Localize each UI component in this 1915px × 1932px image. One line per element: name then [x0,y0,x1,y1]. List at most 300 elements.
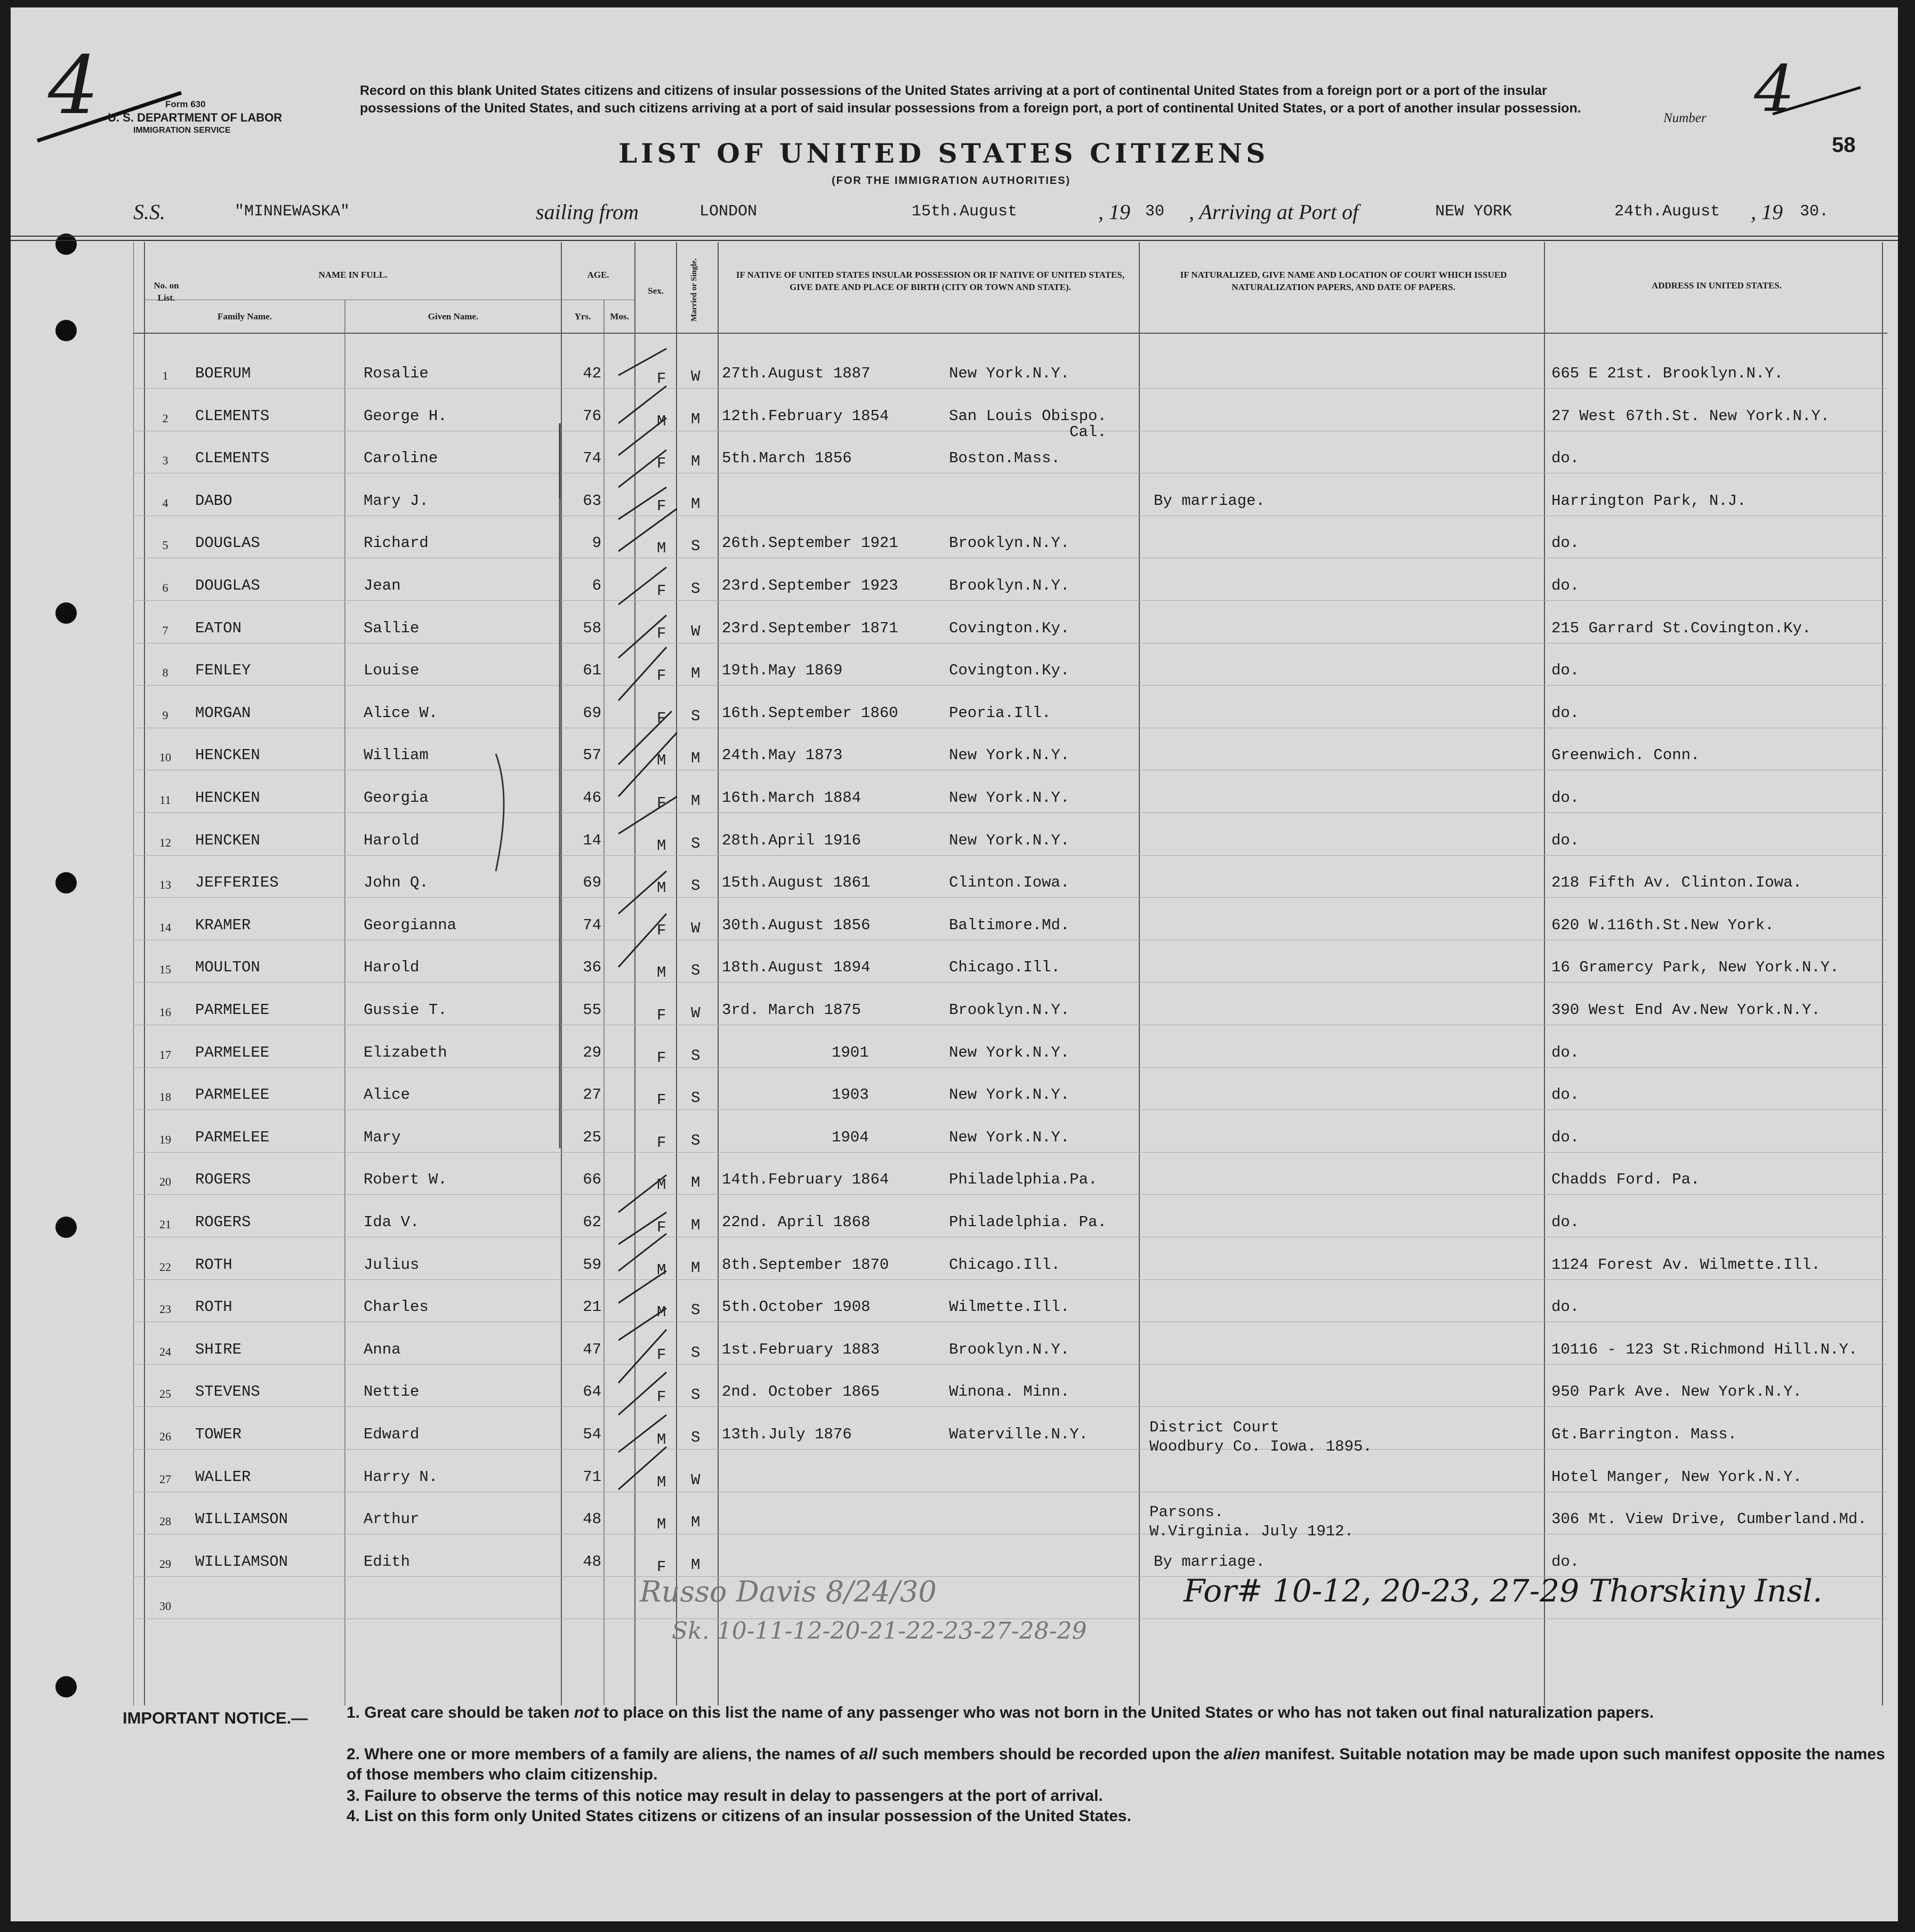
cell-no: 1 [162,369,168,382]
cell-ms: S [691,1131,701,1149]
cell-ms: S [691,1046,701,1065]
cell-age: 64 [583,1383,601,1401]
arriving-label: , Arriving at Port of [1189,200,1359,224]
naturalization-entry: W.Virginia. July 1912. [1149,1523,1354,1541]
cell-birth-date: 15th.August 1861 [722,874,871,892]
cell-no: 14 [159,920,171,934]
cell-ms: W [691,919,701,937]
row-divider [133,1194,1887,1195]
cell-given: Alice W. [364,704,438,722]
row-divider [133,1279,1887,1280]
arrival-year-prefix: , 19 [1751,200,1783,224]
row-divider [133,982,1887,983]
cell-ms: M [691,1259,701,1277]
cell-ms: M [691,495,701,513]
corner-number-mark: 4 [48,39,99,132]
cell-address: Hotel Manger, New York.N.Y. [1551,1468,1802,1486]
cell-birth-place: Brooklyn.N.Y. [949,1001,1070,1019]
row-divider [133,1449,1887,1450]
cell-no: 29 [159,1557,171,1571]
cell-no: 26 [159,1430,171,1443]
cell-address: do. [1551,449,1580,468]
cell-sex: F [657,1388,666,1406]
binder-hole [55,234,77,255]
cell-no: 13 [159,878,171,892]
notice-text: List on this form only United States citizens or citizens of an insular possession of the United States. [364,1807,1131,1825]
cell-sex: M [657,1516,666,1534]
column-divider [1544,242,1545,1705]
cell-ms: M [691,1174,701,1192]
cell-sex: F [657,1091,666,1109]
cell-age: 25 [583,1128,601,1146]
col-given-header: Given Name. [428,311,479,321]
cell-birth-place: Chicago.Ill. [949,1255,1060,1274]
cell-birth-date: 8th.September 1870 [722,1255,889,1274]
ss-label: S.S. [133,200,165,224]
cell-sex: F [657,582,666,600]
cell-age: 69 [583,874,601,892]
col-name-header: NAME IN FULL. [318,270,388,280]
list-number: 4 [1754,52,1795,126]
cell-family: EATON [195,619,242,637]
cell-birth-place: Brooklyn.N.Y. [949,534,1070,552]
cell-family: PARMELEE [195,1001,270,1019]
cell-no: 10 [159,751,171,764]
header-rule [11,240,1898,241]
cell-sex: F [657,1346,666,1364]
cell-family: HENCKEN [195,789,260,807]
notice-item-number: 4. [347,1807,360,1825]
cell-birth-date: 14th.February 1864 [722,1171,889,1189]
column-divider [1882,242,1883,1705]
naturalization-entry: Parsons. [1149,1503,1224,1522]
page-subtitle: (FOR THE IMMIGRATION AUTHORITIES) [832,175,1071,187]
arrival-port: NEW YORK [1435,203,1512,221]
cell-sex: F [657,667,666,685]
col-age-header: AGE. [587,270,609,280]
binder-hole [55,1217,77,1238]
row-divider [133,1364,1887,1365]
cell-given: Anna [364,1340,401,1358]
cell-birth-date: 23rd.September 1923 [722,577,898,594]
cell-age: 6 [592,577,601,594]
notice-item [347,1786,1893,1806]
cell-address: Chadds Ford. Pa. [1551,1171,1700,1189]
cell-no: 27 [159,1472,171,1486]
col-sex-header: Sex. [648,286,664,296]
cell-age: 74 [583,449,601,468]
cell-family: JEFFERIES [195,874,279,892]
column-divider [133,242,134,1705]
cell-no: 16 [159,1005,171,1019]
cell-age: 54 [583,1426,601,1443]
cell-no: 7 [162,623,168,637]
cell-family: TOWER [195,1426,242,1443]
cell-family: MORGAN [195,704,251,722]
cell-nat: By marriage. [1154,492,1265,510]
cell-birth-date: 5th.March 1856 [722,449,852,468]
cell-birth-place: Brooklyn.N.Y. [949,577,1070,594]
cell-no: 11 [159,793,171,807]
cell-birth-place: Waterville.N.Y. [949,1426,1089,1443]
notice-item-number: 2. [347,1745,360,1763]
cell-address: do. [1551,1298,1580,1316]
row-divider [133,897,1887,898]
cell-sex: F [657,370,666,388]
cell-given: Caroline [364,449,438,468]
notice-emphasis: not [574,1704,599,1721]
department-name: U. S. DEPARTMENT OF LABOR [108,111,283,124]
sailing-label: sailing from [536,200,639,224]
cell-age: 69 [583,704,601,722]
cell-age: 42 [583,365,601,382]
cell-age: 63 [583,492,601,510]
cell-birth-date: 22nd. April 1868 [722,1213,871,1231]
cell-birth-place: New York.N.Y. [949,365,1070,382]
cell-age: 36 [583,959,601,977]
col-mos-header: Mos. [610,311,629,321]
cell-address: 27 West 67th.St. New York.N.Y. [1551,407,1830,425]
notice-title: IMPORTANT NOTICE.— [123,1709,308,1727]
header-rule [11,236,1898,237]
cell-address: 390 West End Av.New York.N.Y. [1551,1001,1821,1019]
inspector-signature: Russo Davis 8/24/30 [640,1575,937,1608]
cell-age: 62 [583,1213,601,1231]
notice-emphasis: alien [1224,1745,1260,1763]
cell-given: Richard [364,534,429,552]
cell-family: ROGERS [195,1171,251,1189]
cell-ms: M [691,1514,701,1532]
cell-sex: M [657,1431,666,1448]
cell-given: Ida V. [364,1213,420,1231]
cell-ms: S [691,1386,701,1404]
bracket-marks-icon [464,413,570,1159]
cell-birth-date: 13th.July 1876 [722,1426,852,1443]
cell-sex: M [657,836,666,855]
column-divider [144,242,145,1705]
binder-hole [55,1676,77,1697]
cell-ms: W [691,622,701,640]
notice-text: such members should be recorded upon the [877,1745,1224,1763]
arrival-year: 30. [1800,203,1829,221]
cell-address: do. [1551,534,1580,552]
cell-given: Harry N. [364,1468,438,1486]
cell-ms: M [691,750,701,768]
cell-sex: F [657,1049,666,1067]
cell-age: 66 [583,1171,601,1189]
cell-ms: S [691,1301,701,1319]
row-divider [133,1152,1887,1153]
cell-address: do. [1551,662,1580,680]
cell-no: 19 [159,1132,171,1146]
cell-ms: W [691,1004,701,1022]
cell-ms: S [691,537,701,556]
cell-birth-date: 30th.August 1856 [722,916,871,934]
naturalization-entry: Woodbury Co. Iowa. 1895. [1149,1438,1372,1455]
cell-no: 15 [159,963,171,977]
column-divider [1139,242,1140,1705]
row-divider [133,855,1887,856]
cell-birth-date: 18th.August 1894 [722,959,871,977]
number-label: Number [1663,111,1707,125]
cell-ms: W [691,1471,701,1489]
cell-address: 620 W.116th.St.New York. [1551,916,1774,934]
cell-birth-date: 1903 [832,1086,869,1104]
passenger-table [133,242,1887,1705]
cell-age: 58 [583,619,601,637]
row-divider [133,812,1887,813]
cell-age: 61 [583,662,601,680]
cell-given: Jean [364,577,401,594]
cell-age: 59 [583,1255,601,1274]
cell-age: 74 [583,916,601,934]
cell-address: 16 Gramercy Park, New York.N.Y. [1551,959,1839,977]
cell-sex: F [657,1558,666,1576]
cell-ms: M [691,453,701,471]
cell-no: 23 [159,1302,171,1316]
cell-sex: M [657,752,666,770]
cell-ms: M [691,410,701,428]
cell-birth-place: New York.N.Y. [949,1086,1070,1104]
cell-sex: F [657,709,666,727]
cell-no: 5 [162,538,168,552]
cell-family: FENLEY [195,662,251,680]
cell-no: 28 [159,1515,171,1528]
cell-sex: M [657,1261,666,1279]
cell-no: 20 [159,1175,171,1189]
cell-sex: F [657,794,666,812]
cell-sex: F [657,1219,666,1236]
col-family-header: Family Name. [218,311,272,321]
departure-year: 30 [1145,203,1165,221]
cell-given: John Q. [364,874,429,892]
cell-given: Georgia [364,789,429,807]
cell-ms: S [691,707,701,725]
cell-age: 71 [583,1468,601,1486]
cell-given: Elizabeth [364,1043,447,1061]
manifest-page [11,7,1898,1921]
for-annotation: For# 10-12, 20-23, 27-29 Thorskiny Insl. [1184,1573,1823,1609]
row-divider [133,600,1887,601]
cell-given: William [364,746,429,764]
notice-text: Failure to observe the terms of this notice may result in delay to passengers at the port of arrival. [364,1787,1103,1805]
cell-family: WILLIAMSON [195,1552,288,1571]
cell-no: 24 [159,1345,171,1358]
cell-age: 21 [583,1298,601,1316]
cell-address: Gt.Barrington. Mass. [1551,1426,1737,1443]
cell-family: CLEMENTS [195,407,270,425]
header-divider [133,333,1887,334]
cell-birth-date: 12th.February 1854 [722,407,889,425]
cell-sex: F [657,624,666,642]
cell-given: Gussie T. [364,1001,447,1019]
cell-birth-date: 5th.October 1908 [722,1298,871,1316]
row-divider [133,1067,1887,1068]
cell-birth-date: 27th.August 1887 [722,365,871,382]
cell-given: Nettie [364,1383,420,1401]
cell-no: 22 [159,1260,171,1274]
cell-family: DOUGLAS [195,534,260,552]
cell-given: Arthur [364,1510,420,1528]
cell-address: do. [1551,1128,1580,1146]
cell-age: 9 [592,534,601,552]
cell-ms: M [691,1556,701,1574]
cell-birth-date: 23rd.September 1871 [722,619,898,637]
cell-given: Alice [364,1086,411,1104]
cell-ms: S [691,1343,701,1362]
cell-address: Harrington Park, N.J. [1551,492,1747,510]
cell-sex: M [657,1176,666,1194]
cell-given: Robert W. [364,1171,447,1189]
cell-given: Louise [364,662,420,680]
cell-given: Charles [364,1298,429,1316]
cell-address: do. [1551,1086,1580,1104]
cell-family: KRAMER [195,916,251,934]
cell-address: 306 Mt. View Drive, Cumberland.Md. [1551,1510,1867,1528]
cell-ms: S [691,877,701,895]
cell-ms: W [691,368,701,385]
cell-family: HENCKEN [195,746,260,764]
departure-date: 15th.August [912,203,1018,221]
naturalization-entry: District Court [1149,1419,1280,1436]
cell-ms: M [691,665,701,683]
cell-address: do. [1551,1043,1580,1061]
cell-address: do. [1551,577,1580,594]
cell-address: Greenwich. Conn. [1551,746,1700,764]
cell-nat: By marriage. [1154,1552,1265,1571]
cell-birth-date: 1st.February 1883 [722,1340,880,1358]
cell-family: ROTH [195,1255,232,1274]
cell-sex: M [657,964,666,982]
cell-given: Harold [364,959,420,977]
cell-birth-date: 28th.April 1916 [722,831,862,849]
column-divider [344,300,345,1705]
cell-no: 4 [162,496,168,510]
cell-family: DOUGLAS [195,577,260,594]
cell-family: ROGERS [195,1213,251,1231]
cell-no: 30 [159,1599,171,1613]
cell-family: SHIRE [195,1340,242,1358]
number-strike-icon [1770,82,1866,119]
cell-family: MOULTON [195,959,260,977]
col-birth-header: IF NATIVE OF UNITED STATES INSULAR POSSESSION OR IF NATIVE OF UNITED STATES, GIVE DATE AND PLACE OF BIRTH (CITY OR TOWN AND STATE). [736,270,1125,292]
cell-ms: M [691,792,701,810]
notice-emphasis: all [859,1745,878,1763]
voyage-line [11,199,1898,231]
cell-age: 46 [583,789,601,807]
cell-birth-place: Philadelphia. Pa. [949,1213,1107,1231]
cell-no: 8 [162,666,168,680]
cell-sex: F [657,1133,666,1152]
cell-birth-place: New York.N.Y. [949,1128,1070,1146]
col-naturalized-header: IF NATURALIZED, GIVE NAME AND LOCATION OF COURT WHICH ISSUED NATURALIZATION PAPERS, AND DATE OF PAPERS. [1180,270,1507,292]
cell-birth-place: Wilmette.Ill. [949,1298,1070,1316]
cell-given: Sallie [364,619,420,637]
cell-age: 27 [583,1086,601,1104]
cell-no: 2 [162,411,168,425]
cell-age: 14 [583,831,601,849]
page-title: LIST OF UNITED STATES CITIZENS [618,138,1269,169]
cell-address: do. [1551,704,1580,722]
cell-no: 9 [162,708,168,722]
cell-sex: F [657,455,666,473]
cell-age: 47 [583,1340,601,1358]
cell-address: 665 E 21st. Brooklyn.N.Y. [1551,365,1784,382]
cell-given: Mary J. [364,492,429,510]
cell-family: PARMELEE [195,1086,270,1104]
cell-birth-place: New York.N.Y. [949,1043,1070,1061]
cell-given: George H. [364,407,447,425]
cell-ms: S [691,580,701,598]
cell-family: ROTH [195,1298,232,1316]
cell-given: Harold [364,831,420,849]
row-divider [133,685,1887,686]
cell-no: 3 [162,454,168,468]
page-number: 58 [1832,133,1856,157]
row-divider [133,388,1887,389]
cell-given: Edward [364,1426,420,1443]
cell-address: 218 Fifth Av. Clinton.Iowa. [1551,874,1802,892]
cell-birth-place: Clinton.Iowa. [949,874,1070,892]
cell-birth-place: New York.N.Y. [949,746,1070,764]
cell-sex: F [657,921,666,939]
cell-birth-place: Brooklyn.N.Y. [949,1340,1070,1358]
cell-ms: S [691,962,701,980]
notice-item-number: 3. [347,1787,360,1805]
notice-text: Where one or more members of a family are aliens, the names of [364,1745,860,1763]
sk-annotation: Sk. 10-11-12-20-21-22-23-27-28-29 [672,1617,1087,1645]
cell-ms: S [691,1429,701,1446]
cell-sex: F [657,497,666,515]
cell-given: Georgianna [364,916,457,934]
cell-birth-place: Philadelphia.Pa. [949,1171,1098,1189]
cell-given: Mary [364,1128,401,1146]
row-divider [133,1406,1887,1407]
notice-text: to place on this list the name of any passenger who was not born in the United States or who has not taken out final naturalization papers. [599,1704,1654,1721]
cell-birth-place: Covington.Ky. [949,662,1070,680]
cell-address: do. [1551,831,1580,849]
cell-birth-place: Baltimore.Md. [949,916,1070,934]
cell-family: DABO [195,492,232,510]
cell-given: Edith [364,1552,411,1571]
check-marks-icon [597,327,736,1607]
cell-address: do. [1551,789,1580,807]
cell-given: Julius [364,1255,420,1274]
cell-ms: M [691,1217,701,1234]
cell-address: 10116 - 123 St.Richmond Hill.N.Y. [1551,1340,1858,1358]
col-no-header: No. on List. [154,280,179,303]
notice-item [347,1806,1893,1826]
cell-address: 950 Park Ave. New York.N.Y. [1551,1383,1802,1401]
cell-sex: F [657,1007,666,1024]
cell-family: PARMELEE [195,1128,270,1146]
service-name: IMMIGRATION SERVICE [133,126,231,135]
cell-ms: S [691,1089,701,1107]
cell-address: do. [1551,1552,1580,1571]
cell-birth-date: 1904 [832,1128,869,1146]
cell-birth-place: New York.N.Y. [949,831,1070,849]
cell-birth-place: San Louis Obispo. [949,407,1107,425]
cell-no: 21 [159,1218,171,1231]
cell-birth-date: 16th.March 1884 [722,789,862,807]
binder-hole [55,602,77,624]
form-number: Form 630 [165,99,206,109]
cell-address: 1124 Forest Av. Wilmette.Ill. [1551,1255,1821,1274]
cell-birth-date: 1901 [832,1043,869,1061]
cell-family: PARMELEE [195,1043,270,1061]
notice-text: manifest. Suitable notation may be made upon such manifest opposite the names of those members who claim citizenship. [347,1745,1885,1783]
notice-text: Great care should be taken [364,1704,574,1721]
